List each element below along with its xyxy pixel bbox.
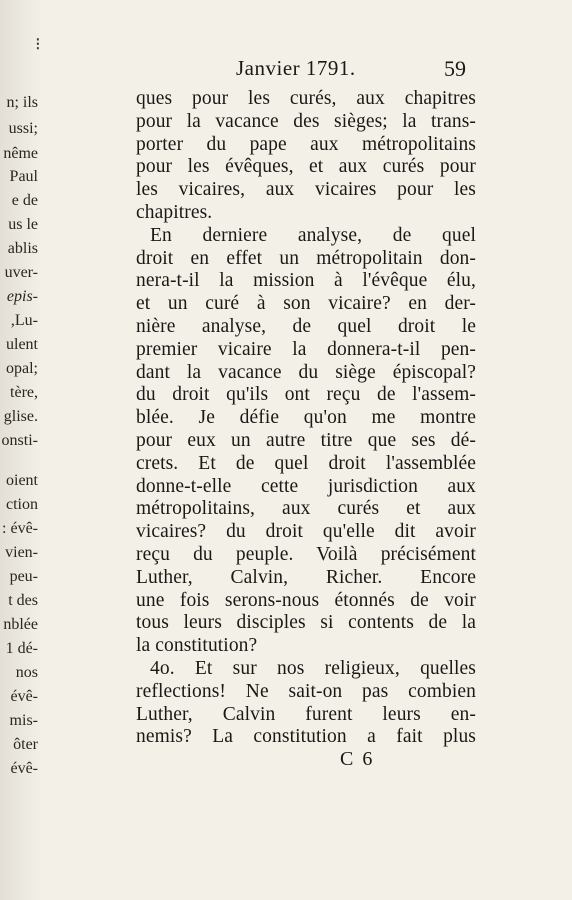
text-line: nera-t-il la mission à l'évêque élu, — [136, 270, 476, 292]
text-line: pour eux un autre titre que ses dé- — [136, 429, 476, 451]
text-line: 4o. Et sur nos religieux, quelles — [150, 657, 476, 679]
header-date: Janvier 1791. — [236, 56, 356, 80]
margin-fragment: peu- — [9, 568, 38, 585]
text-line: pour la vacance des sièges; la trans- — [136, 110, 476, 132]
text-line: blée. Je défie qu'on me montre — [136, 407, 476, 429]
text-line: une fois serons-nous étonnés de voir — [136, 589, 476, 611]
margin-fragment: t des — [8, 592, 38, 609]
running-header — [136, 56, 466, 86]
text-line: reflections! Ne sait-on pas combien — [136, 680, 476, 702]
text-line: crets. Et de quel droit l'assemblée — [136, 452, 476, 474]
text-line: métropolitains, aux curés et aux — [136, 498, 476, 520]
text-line: premier vicaire la donnera-t-il pen- — [136, 338, 476, 360]
text-line: ques pour les curés, aux chapitres — [136, 88, 476, 109]
body-text — [136, 88, 476, 749]
text-line: Luther, Calvin furent leurs en- — [136, 703, 476, 725]
text-line: donne-t-elle cette jurisdiction aux — [136, 475, 476, 497]
signature-mark: C 6 — [340, 748, 375, 770]
margin-fragment: onsti- — [1, 432, 38, 449]
text-line: Luther, Calvin, Richer. Encore — [136, 566, 476, 588]
margin-fragment: évê- — [10, 688, 38, 705]
text-line: du droit qu'ils ont reçu de l'assem- — [136, 384, 476, 406]
text-line: nemis? La constitution a fait plus — [136, 726, 476, 748]
facing-page-margin — [0, 0, 42, 900]
page-number: 59 — [444, 56, 466, 81]
text-line: reçu du peuple. Voilà précisément — [136, 543, 476, 565]
text-line: En derniere analyse, de quel — [150, 224, 476, 246]
margin-fragment: epis- — [6, 288, 38, 305]
text-line: chapitres. — [136, 201, 213, 223]
margin-fragment: nblée — [3, 616, 38, 633]
margin-fragment: glise. — [3, 408, 38, 425]
text-line: les vicaires, aux vicaires pour les — [136, 179, 476, 201]
margin-fragment: 1 dé- — [5, 640, 38, 657]
margin-fragment: nême — [3, 145, 38, 162]
margin-fragment: ction — [6, 496, 38, 513]
margin-fragment: ussi; — [8, 120, 38, 137]
margin-fragment: nos — [15, 664, 38, 681]
margin-fragment: mis- — [9, 712, 38, 729]
margin-fragment: vien- — [5, 544, 38, 561]
text-line: pour les évêques, et aux curés pour — [136, 156, 476, 178]
text-line: et un curé à son vicaire? en der- — [136, 293, 476, 315]
text-line: dant la vacance du siège épiscopal? — [136, 361, 476, 383]
margin-fragment: tère, — [10, 384, 38, 401]
text-line: nière analyse, de quel droit le — [136, 315, 476, 337]
text-line: porter du pape aux métropolitains — [136, 133, 476, 155]
margin-fragment: opal; — [6, 360, 38, 377]
margin-fragment: Paul — [9, 168, 38, 185]
margin-fragment: ablis — [7, 240, 38, 257]
margin-fragment: n; ils — [6, 94, 38, 111]
margin-fragment: e de — [11, 192, 38, 209]
text-line: droit en effet un métropolitain don- — [136, 247, 476, 269]
margin-fragment: us le — [8, 216, 38, 233]
margin-fragment: : évê- — [2, 520, 38, 537]
margin-mark: ⁝ — [35, 34, 41, 54]
margin-fragment: ôter — [13, 736, 38, 753]
margin-fragment: évê- — [10, 760, 38, 777]
text-line: vicaires? du droit qu'elle dit avoir — [136, 521, 476, 543]
margin-fragment: oient — [6, 472, 38, 489]
text-line: tous leurs disciples si contents de la — [136, 612, 476, 634]
text-line: la constitution? — [136, 635, 258, 657]
margin-fragment: ulent — [6, 336, 38, 353]
margin-fragment: ,Lu- — [10, 312, 38, 329]
margin-fragment: uver- — [4, 264, 38, 281]
